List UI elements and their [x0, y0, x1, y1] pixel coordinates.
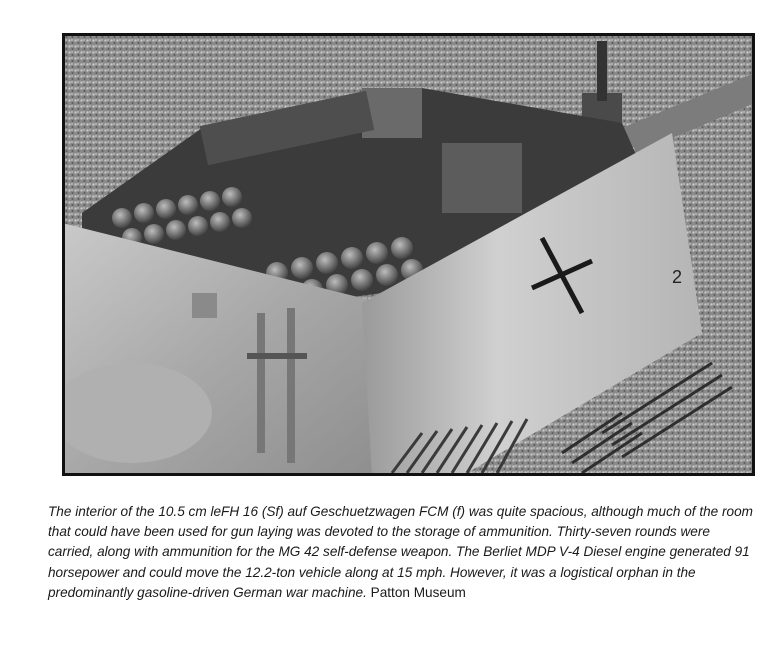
photo-caption — [48, 502, 758, 603]
caption-text-1: The interior of the 10.5 cm leFH 16 (Sf) auf Geschuetzwagen — [48, 504, 419, 519]
hull-bracket — [192, 293, 217, 318]
machine-gun-barrel — [597, 41, 607, 101]
caption-text-2: FCM (f) — [419, 504, 466, 519]
photo-credit: Patton Museum — [370, 584, 466, 600]
caption-text-3: was quite spacious, although much of the room that could have been used for gun laying was devoted to the storage of ammunition. Thirty-seven rounds were carried, along with ammunition for the MG 42 self-defense weapon. The Berliet MDP V-4 Diesel engine generated 91 horsepower and could move the 12.2-ton vehicle along at 15 mph. However, it was a logistical orphan in the predominantly gasoline-driven German war machine. — [48, 504, 753, 600]
hull-number-marking: 2 — [672, 267, 683, 287]
vehicle-photo-drawing — [62, 33, 755, 476]
gun-breech — [442, 143, 522, 213]
vehicle-photo — [62, 33, 755, 476]
